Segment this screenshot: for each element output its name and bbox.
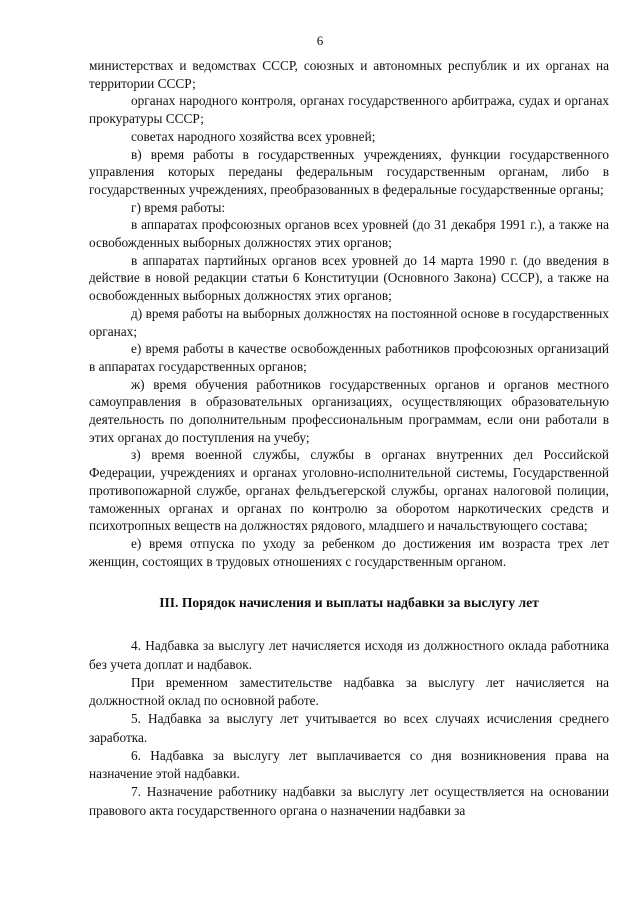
- paragraph: министерствах и ведомствах СССР, союзных и автономных республик и их органах на территории СССР;: [89, 58, 609, 91]
- paragraph: в аппаратах партийных органов всех уровней до 14 марта 1990 г. (до введения в действие в новой редакции статьи 6 Конституции (Основного Закона) СССР), а также на освобожденных выборных должностях этих органов;: [89, 252, 609, 304]
- paragraph: 4. Надбавка за выслугу лет начисляется исходя из должностного оклада работника без учета доплат и надбавок.: [89, 638, 609, 672]
- section-heading: III. Порядок начисления и выплаты надбавки за выслугу лет: [159, 595, 539, 611]
- paragraph: в) время работы в государственных учреждениях, функции государственного управления которых переданы федеральным государственным органам, либо в государственных учреждениях, преобразованных в федеральные государственные органы;: [89, 146, 609, 197]
- paragraph: з) время военной службы, службы в органах внутренних дел Российской Федерации, учреждениях и органах уголовно-исполнительной системы, Государственной противопожарной службе, органах фельдъегерской службы, органах налоговой полиции, таможенных органах и органах по контролю за оборотом наркотических средств и психотропных веществ на должностях рядового, младшего и начальствующего состава;: [89, 447, 609, 534]
- paragraph: в аппаратах профсоюзных органов всех уровней (до 31 декабря 1991 г.), а также на освобожденных выборных должностях этих органов;: [89, 217, 609, 251]
- paragraph: 6. Надбавка за выслугу лет выплачивается со дня возникновения права на назначение этой надбавки.: [89, 747, 609, 782]
- document-body: [89, 57, 609, 820]
- paragraph: 5. Надбавка за выслугу лет учитывается во всех случаях исчисления среднего заработка.: [89, 711, 609, 745]
- paragraph: е) время отпуска по уходу за ребенком до достижения им возраста трех лет женщин, состоящих в трудовых отношениях с государственным органом.: [89, 535, 609, 569]
- paragraph: органах народного контроля, органах государственного арбитража, судах и органах прокуратуры СССР;: [89, 93, 609, 127]
- paragraph: советах народного хозяйства всех уровней;: [131, 128, 376, 144]
- page-number: 6: [316, 33, 324, 48]
- paragraph: е) время работы в качестве освобожденных работников профсоюзных организаций в аппаратах государственных органов;: [89, 341, 609, 374]
- paragraph: 7. Назначение работнику надбавки за выслугу лет осуществляется на основании правового акта государственного органа о назначении надбавки за: [89, 784, 609, 818]
- paragraph: ж) время обучения работников государственных органов и органов местного самоуправления в образовательных организациях, осуществляющих образовательную деятельность по дополнительным профессиональным программам, если они работали в этих органах до поступления на учебу;: [89, 376, 609, 445]
- paragraph: г) время работы:: [131, 199, 226, 215]
- paragraph: д) время работы на выборных должностях на постоянной основе в государственных органах;: [89, 305, 609, 339]
- paragraph: При временном заместительстве надбавка за выслугу лет начисляется на должностной оклад по основной работе.: [89, 674, 609, 709]
